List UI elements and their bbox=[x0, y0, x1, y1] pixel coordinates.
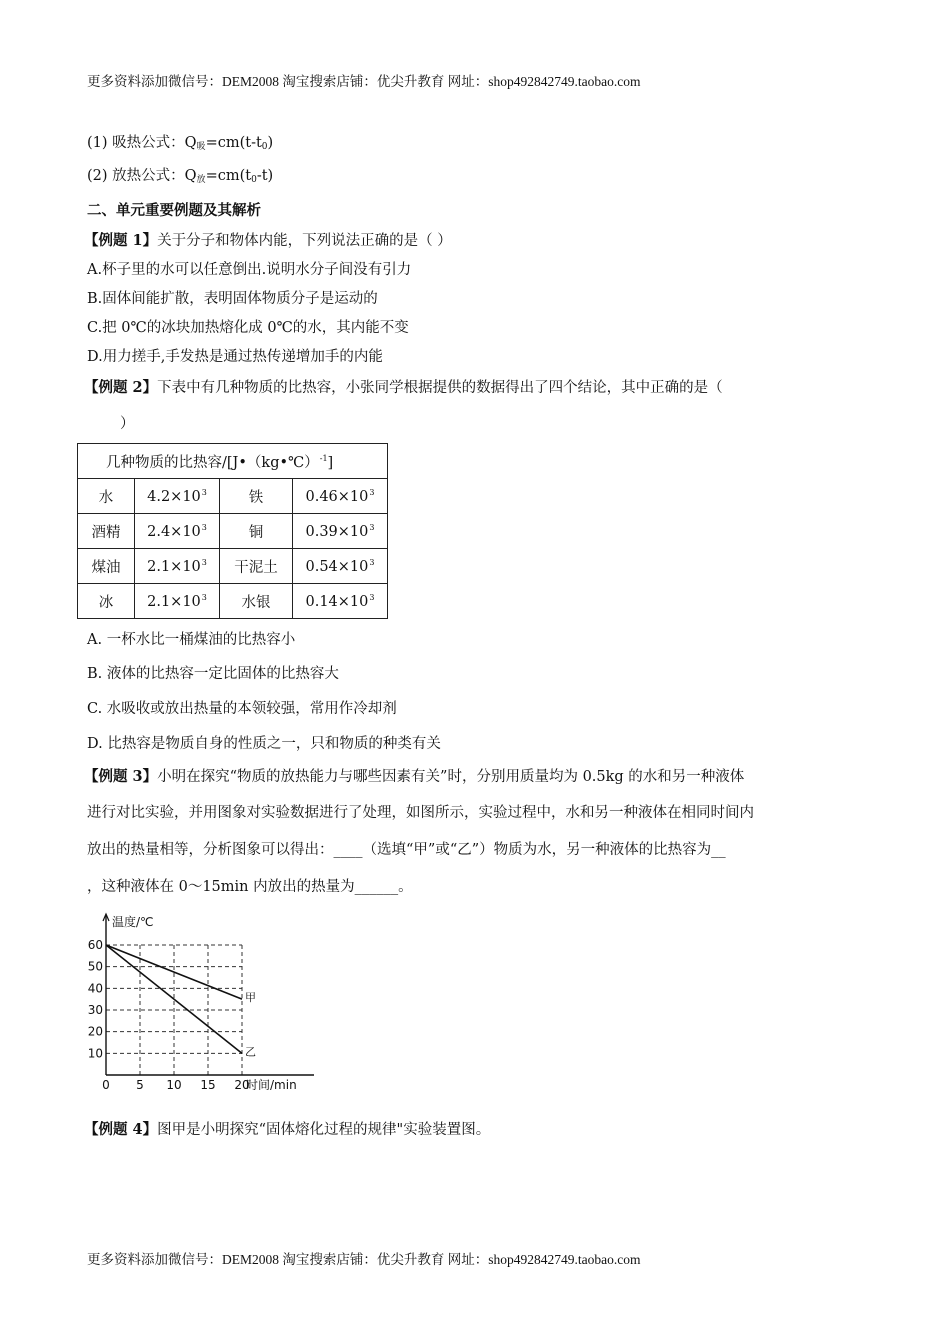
x-tick-label: 15 bbox=[200, 1078, 216, 1090]
example3-line3: 放出的热量相等，分析图象可以得出：____（选填“甲”或“乙”）物质为水，另一种液体的比热容为__ bbox=[87, 842, 726, 858]
table-title: 几种物质的比热容/[J•（kg•℃）$^{-1}$] bbox=[78, 444, 388, 479]
x-tick-label: 5 bbox=[136, 1078, 144, 1090]
page-footer: 更多资料添加微信号：DEM2008 淘宝搜索店铺：优尖升教育 网址：shop492842749.taobao.com bbox=[87, 1252, 641, 1267]
formula-absorb: (1) 吸热公式：$Q_吸=cm(t-t_0)$ bbox=[87, 135, 274, 152]
example2-option-b: B. 液体的比热容一定比固体的比热容大 bbox=[87, 666, 339, 682]
table-row: 冰 $2.1\times 10^3$ 水银 $0.14\times 10^3$ bbox=[78, 584, 388, 619]
example3-line4: ，这种液体在 0～15min 内放出的热量为______。 bbox=[87, 879, 413, 895]
example2-question: 【例题 2】下表中有几种物质的比热容，小张同学根据提供的数据得出了四个结论，其中正确的是（ bbox=[84, 379, 723, 396]
table-row: 水 $4.2\times 10^3$ 铁 $0.46\times 10^3$ bbox=[78, 479, 388, 514]
example1-option-b: B.固体间能扩散，表明固体物质分子是运动的 bbox=[87, 291, 378, 307]
y-tick-label: 20 bbox=[87, 1024, 103, 1039]
y-axis-label: 温度/℃ bbox=[112, 915, 154, 929]
example1-question: 【例题 1】关于分子和物体内能，下列说法正确的是（ ） bbox=[84, 232, 452, 249]
table-row: 煤油 $2.1\times 10^3$ 干泥土 $0.54\times 10^3$ bbox=[78, 549, 388, 584]
example3-line1: 【例题 3】小明在探究“物质的放热能力与哪些因素有关”时，分别用质量均为 0.5kg 的水和另一种液体 bbox=[84, 768, 745, 785]
series-label: 乙 bbox=[245, 1045, 256, 1059]
x-tick-label: 0 bbox=[102, 1078, 110, 1090]
y-tick-label: 30 bbox=[87, 1003, 103, 1017]
example1-option-c: C.把 0℃的冰块加热熔化成 0℃的水，其内能不变 bbox=[87, 320, 409, 336]
example3-line2: 进行对比实验，并用图象对实验数据进行了处理，如图所示，实验过程中，水和另一种液体在相同时间内 bbox=[87, 805, 754, 821]
series-label: 甲 bbox=[245, 991, 256, 1005]
example4-text: 【例题 4】图甲是小明探究“固体熔化过程的规律"实验装置图。 bbox=[84, 1121, 491, 1138]
example1-option-d: D.用力搓手,手发热是通过热传递增加手的内能 bbox=[87, 349, 383, 365]
x-tick-label: 10 bbox=[166, 1078, 182, 1090]
example1-option-a: A.杯子里的水可以任意倒出.说明水分子间没有引力 bbox=[87, 262, 412, 278]
temperature-chart bbox=[84, 910, 324, 1090]
formula-release: (2) 放热公式：$Q_放=cm(t_0-t)$ bbox=[87, 168, 274, 185]
page-header: 更多资料添加微信号：DEM2008 淘宝搜索店铺：优尖升教育 网址：shop492842749.taobao.com bbox=[87, 74, 641, 89]
chart-grid bbox=[106, 945, 242, 1075]
example2-question-end: ） bbox=[120, 416, 135, 432]
example2-option-d: D. 比热容是物质自身的性质之一，只和物质的种类有关 bbox=[87, 736, 441, 752]
example2-option-c: C. 水吸收或放出热量的本领较强，常用作冷却剂 bbox=[87, 701, 397, 717]
section-title: 二、单元重要例题及其解析 bbox=[87, 202, 261, 219]
y-tick-label: 40 bbox=[87, 981, 103, 996]
y-tick-label: 60 bbox=[87, 938, 103, 952]
table-row: 酒精 $2.4\times 10^3$ 铜 $0.39\times 10^3$ bbox=[78, 514, 388, 549]
x-tick-label: 20 bbox=[234, 1078, 250, 1090]
chart-labels bbox=[88, 914, 297, 1090]
y-tick-label: 50 bbox=[87, 959, 103, 974]
example2-option-a: A. 一杯水比一桶煤油的比热容小 bbox=[87, 632, 296, 648]
y-tick-label: 10 bbox=[87, 1046, 103, 1061]
specific-heat-table bbox=[77, 443, 388, 619]
x-axis-label: 时间/min bbox=[246, 1078, 297, 1090]
